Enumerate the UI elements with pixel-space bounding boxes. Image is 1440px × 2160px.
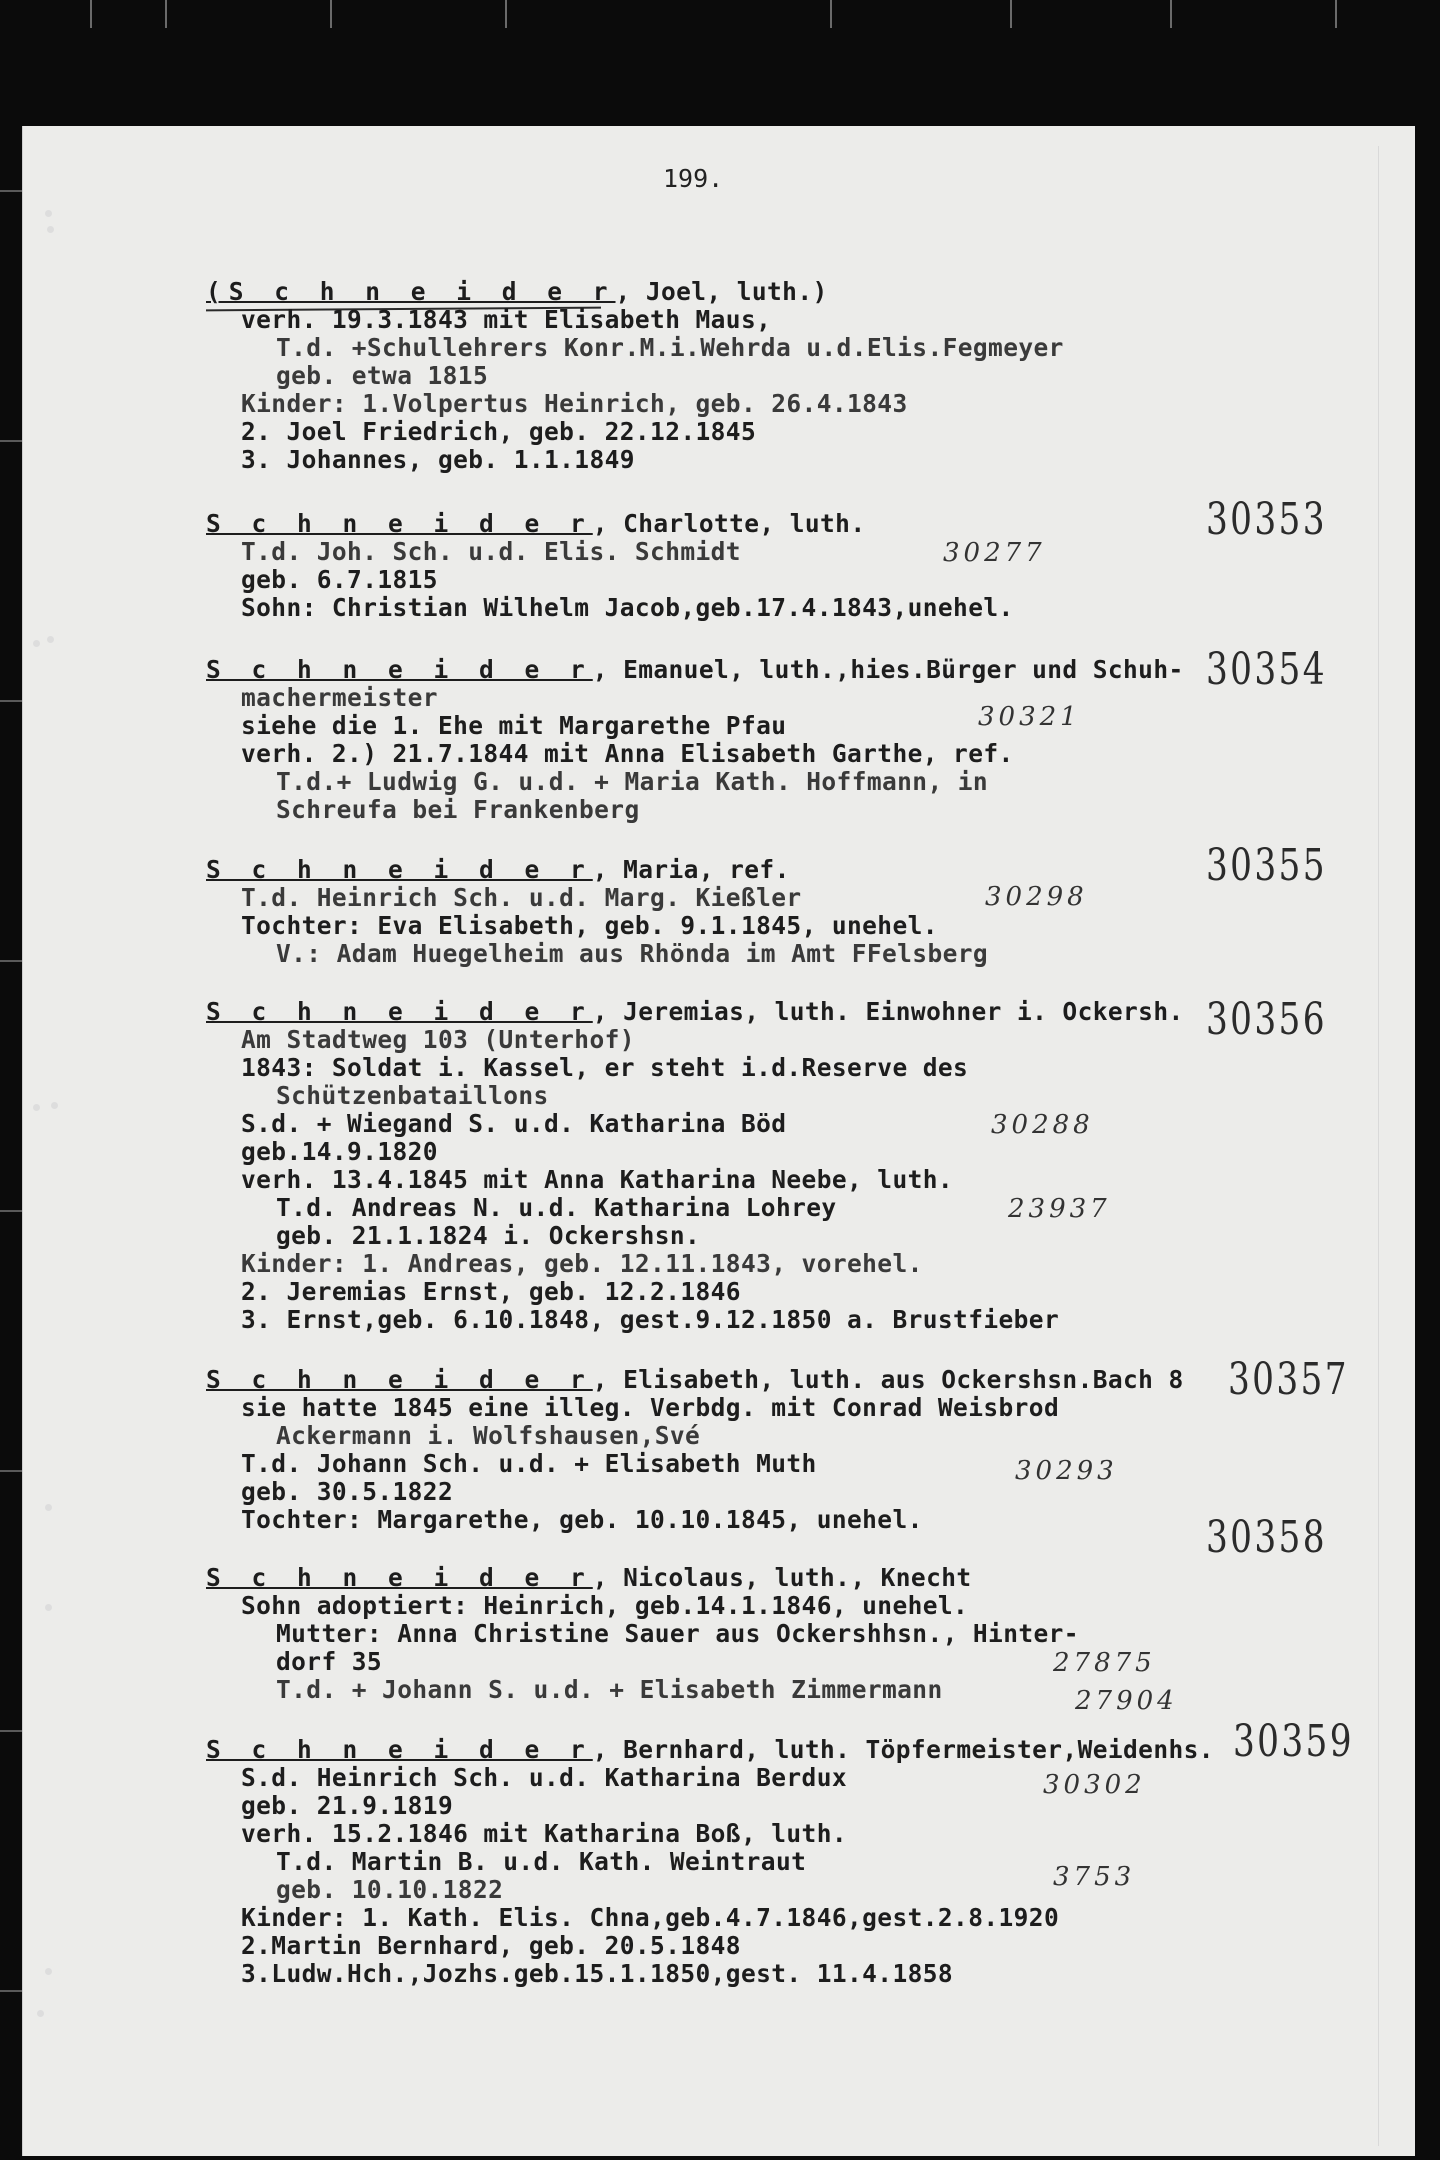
entry-line: T.d.+ Ludwig G. u.d. + Maria Kath. Hoffmann, in	[276, 767, 989, 796]
entry-line: geb. 10.10.1822	[276, 1875, 504, 1904]
border-tick	[330, 0, 332, 28]
scanner-border	[0, 0, 1440, 40]
punch-dot	[51, 1102, 58, 1109]
handwritten-reference: 30321	[978, 702, 1081, 732]
border-tick	[0, 1990, 22, 1992]
entry-heading-rest: , Maria, ref.	[592, 855, 790, 884]
entry-surname: S c h n e i d e r	[206, 1365, 593, 1394]
border-tick	[505, 0, 507, 28]
index-card-page	[22, 126, 1415, 2156]
entry-line: Sohn adoptiert: Heinrich, geb.14.1.1846, unehel.	[241, 1591, 969, 1620]
border-tick	[1335, 0, 1337, 28]
entry-line: geb. 6.7.1815	[241, 565, 438, 594]
punch-dot	[37, 2010, 44, 2017]
entry-surname: S c h n e i d e r	[206, 509, 593, 538]
border-tick	[90, 0, 92, 28]
entry-line: T.d. Joh. Sch. u.d. Elis. Schmidt	[241, 537, 741, 566]
border-tick	[165, 0, 167, 28]
record-number-stamp: 30357	[1228, 1354, 1349, 1405]
handwritten-reference: 30298	[985, 882, 1088, 912]
entry-line: T.d. Martin B. u.d. Kath. Weintraut	[276, 1847, 807, 1876]
entry-line: geb. etwa 1815	[276, 361, 489, 390]
entry-line: T.d. Heinrich Sch. u.d. Marg. Kießler	[241, 883, 802, 912]
entry-line: verh. 15.2.1846 mit Katharina Boß, luth.	[241, 1819, 848, 1848]
entry-line: S.d. + Wiegand S. u.d. Katharina Böd	[241, 1109, 787, 1138]
entry-surname: S c h n e i d e r	[206, 1563, 593, 1592]
entry-line: T.d. +Schullehrers Konr.M.i.Wehrda u.d.Elis.Fegmeyer	[276, 333, 1064, 362]
entry-heading-rest: , Nicolaus, luth., Knecht	[592, 1563, 972, 1592]
record-number-stamp: 30359	[1233, 1716, 1354, 1767]
entry-heading-rest: , Jeremias, luth. Einwohner i. Ockersh.	[592, 997, 1184, 1026]
handwritten-reference: 30288	[991, 1110, 1094, 1140]
entry-line: 3.Ludw.Hch.,Jozhs.geb.15.1.1850,gest. 11.4.1858	[241, 1959, 954, 1988]
entry-heading-rest: , Emanuel, luth.,hies.Bürger und Schuh-	[592, 655, 1184, 684]
border-tick	[1010, 0, 1012, 28]
entry-line: Sohn: Christian Wilhelm Jacob,geb.17.4.1843,unehel.	[241, 593, 1014, 622]
entry-line: Schützenbataillons	[276, 1081, 549, 1110]
entry-line: T.d. Johann Sch. u.d. + Elisabeth Muth	[241, 1449, 817, 1478]
punch-dot	[33, 1104, 40, 1111]
punch-dot	[45, 1604, 52, 1611]
record-number-stamp: 30355	[1206, 840, 1327, 891]
handwritten-reference: 3753	[1053, 1862, 1136, 1892]
entry-line: T.d. Andreas N. u.d. Katharina Lohrey	[276, 1193, 837, 1222]
entry-line: verh. 13.4.1845 mit Anna Katharina Neebe, luth.	[241, 1165, 954, 1194]
border-tick	[0, 1210, 22, 1212]
entry-line: dorf 35	[276, 1647, 383, 1676]
border-tick	[0, 700, 22, 702]
entry-surname: (S c h n e i d e r	[206, 277, 616, 306]
entry-surname: S c h n e i d e r	[206, 855, 593, 884]
handwritten-reference: 30293	[1015, 1456, 1118, 1486]
entry-line: T.d. + Johann S. u.d. + Elisabeth Zimmermann	[276, 1675, 943, 1704]
entry-line: Kinder: 1.Volpertus Heinrich, geb. 26.4.1843	[241, 389, 908, 418]
punch-dot	[45, 1504, 52, 1511]
entry-heading-rest: , Bernhard, luth. Töpfermeister,Weidenhs.	[592, 1735, 1214, 1764]
border-tick	[0, 960, 22, 962]
entry-surname: S c h n e i d e r	[206, 997, 593, 1026]
entry-line: Tochter: Eva Elisabeth, geb. 9.1.1845, unehel.	[241, 911, 938, 940]
entry-heading-rest: , Joel, luth.)	[615, 277, 828, 306]
page-number: 199.	[663, 164, 724, 193]
record-number-stamp: 30353	[1206, 494, 1327, 545]
record-number-stamp: 30356	[1206, 994, 1327, 1045]
entry-line: 2. Jeremias Ernst, geb. 12.2.1846	[241, 1277, 741, 1306]
entry-line: Kinder: 1. Andreas, geb. 12.11.1843, vorehel.	[241, 1249, 923, 1278]
punch-dot	[47, 636, 54, 643]
entry-line: 2. Joel Friedrich, geb. 22.12.1845	[241, 417, 757, 446]
entry-line: Ackermann i. Wolfshausen,Své	[276, 1421, 701, 1450]
entry-line: 2.Martin Bernhard, geb. 20.5.1848	[241, 1931, 741, 1960]
entry-line: geb. 21.1.1824 i. Ockershsn.	[276, 1221, 701, 1250]
entry-line: siehe die 1. Ehe mit Margarethe Pfau	[241, 711, 787, 740]
entry-line: Kinder: 1. Kath. Elis. Chna,geb.4.7.1846,gest.2.8.1920	[241, 1903, 1060, 1932]
handwritten-reference: 30277	[943, 538, 1046, 568]
entry-surname: S c h n e i d e r	[206, 1735, 593, 1764]
entry-line: geb. 21.9.1819	[241, 1791, 454, 1820]
entry-line: Tochter: Margarethe, geb. 10.10.1845, unehel.	[241, 1505, 923, 1534]
margin-line	[1378, 146, 1379, 2146]
border-tick	[0, 440, 22, 442]
border-tick	[0, 1470, 22, 1472]
record-number-stamp: 30358	[1206, 1512, 1327, 1563]
entry-line: geb. 30.5.1822	[241, 1477, 454, 1506]
entry-heading-rest: , Charlotte, luth.	[592, 509, 866, 538]
record-number-stamp: 30354	[1206, 644, 1327, 695]
entry-line: sie hatte 1845 eine illeg. Verbdg. mit Conrad Weisbrod	[241, 1393, 1060, 1422]
entry-line: S.d. Heinrich Sch. u.d. Katharina Berdux	[241, 1763, 848, 1792]
entry-line: V.: Adam Huegelheim aus Rhönda im Amt FFelsberg	[276, 939, 989, 968]
entry-line: verh. 2.) 21.7.1844 mit Anna Elisabeth Garthe, ref.	[241, 739, 1014, 768]
entry-line: 3. Ernst,geb. 6.10.1848, gest.9.12.1850 a. Brustfieber	[241, 1305, 1060, 1334]
punch-dot	[45, 210, 52, 217]
border-tick	[830, 0, 832, 28]
punch-dot	[33, 640, 40, 647]
entry-line: Am Stadtweg 103 (Unterhof)	[241, 1025, 635, 1054]
border-tick	[1170, 0, 1172, 28]
entry-line: machermeister	[241, 683, 438, 712]
entry-line: Mutter: Anna Christine Sauer aus Ockershhsn., Hinter-	[276, 1619, 1079, 1648]
handwritten-reference: 30302	[1043, 1770, 1146, 1800]
punch-dot	[45, 1968, 52, 1975]
border-tick	[0, 190, 22, 192]
punch-dot	[47, 226, 54, 233]
entry-line: verh. 19.3.1843 mit Elisabeth Maus,	[241, 305, 772, 334]
entry-heading-rest: , Elisabeth, luth. aus Ockershsn.Bach 8	[592, 1365, 1184, 1394]
entry-surname: S c h n e i d e r	[206, 655, 593, 684]
handwritten-reference: 27904	[1075, 1686, 1178, 1716]
entry-line: Schreufa bei Frankenberg	[276, 795, 640, 824]
handwritten-reference: 27875	[1053, 1648, 1156, 1678]
border-tick	[0, 1730, 22, 1732]
entry-line: 3. Johannes, geb. 1.1.1849	[241, 445, 635, 474]
entry-line: 1843: Soldat i. Kassel, er steht i.d.Reserve des	[241, 1053, 969, 1082]
handwritten-reference: 23937	[1008, 1194, 1111, 1224]
entry-line: geb.14.9.1820	[241, 1137, 438, 1166]
